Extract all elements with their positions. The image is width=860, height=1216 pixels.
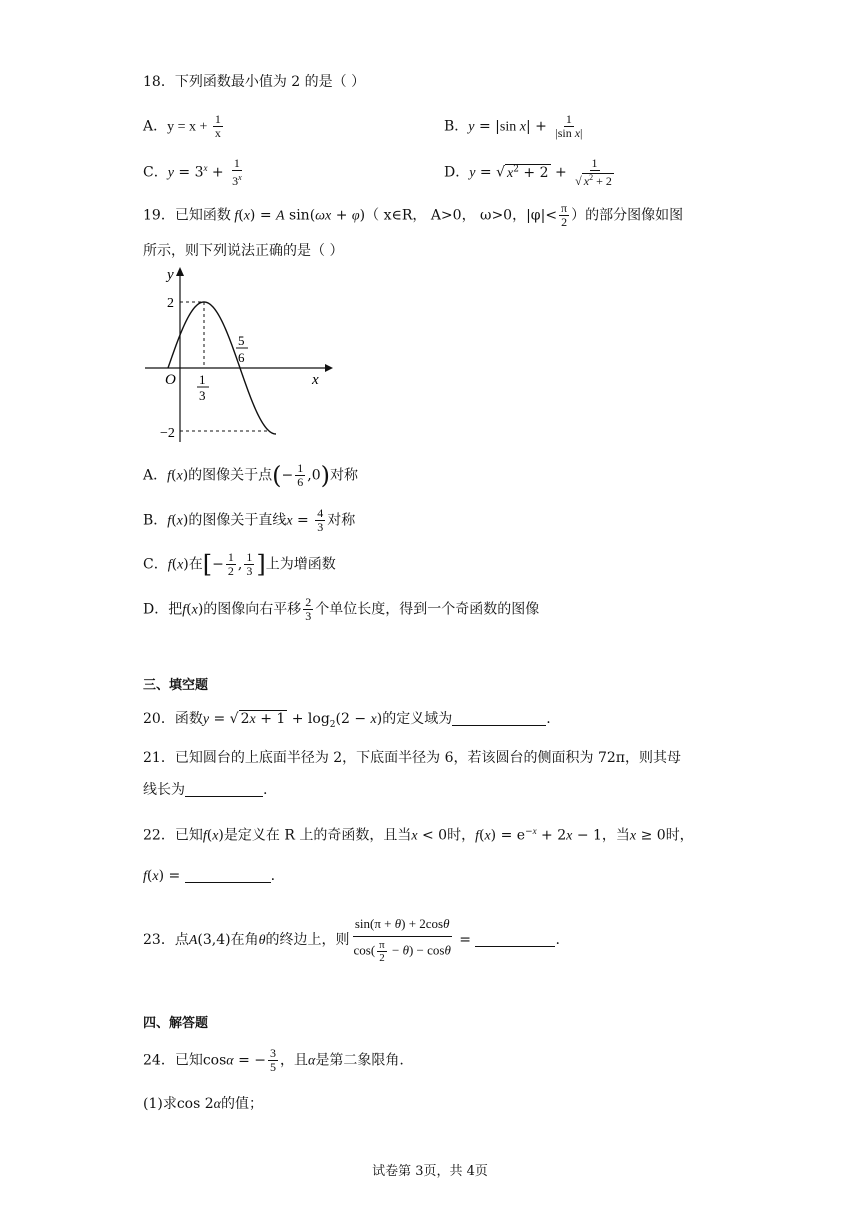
q21-line1: 21．已知圆台的上底面半径为 2，下底面半径为 6，若该圆台的侧面积为 72π，则其母 — [143, 750, 681, 766]
q18-option-a: A．y = x + $\frac{1}{x}$ — [143, 112, 221, 140]
tick2-num: 5 — [238, 333, 245, 348]
q24-sub1: (1)求cos 2α的值； — [143, 1096, 264, 1112]
section-4-heading: 四、解答题 — [143, 1016, 209, 1031]
tick1-den: 3 — [199, 388, 206, 403]
q19-stem-cont: 所示，则下列说法正确的是（ ） — [143, 243, 344, 259]
page-footer: 试卷第 3页，共 4页 — [372, 1164, 488, 1179]
q19-option-a: A．f(x)的图像关于点(− $\frac{1}{6}$ ,0)对称 — [143, 461, 359, 490]
y-max-label: 2 — [167, 296, 174, 311]
q19-option-c: C．f(x)在[− $\frac{1}{2}$ , $\frac{1}{3}$ ]上为增函数 — [143, 550, 336, 579]
q21-line2: 线长为 . — [143, 782, 268, 798]
q18-option-d: D．y = √ $x^2 + 2$ + $\frac{1}{√ x^2 + 2}$ — [444, 156, 612, 188]
origin-label: O — [165, 372, 176, 388]
q22-line2: f(x) = . — [143, 868, 276, 884]
y-axis-label: y — [167, 267, 174, 283]
q19-sine-graph — [140, 262, 340, 447]
q19-option-d: D．把f(x)的图像向右平移 $\frac{2}{3}$ 个单位长度，得到一个奇函数的图像 — [143, 595, 540, 623]
q19-stem: 19．已知函数 f(x) = A sin(ωx + φ)（ x∈R， A>0， ω>0，|φ|< $\frac{\pi}{2}$ ）的部分图像如图 — [143, 201, 684, 229]
q20: 20．函数y = √ $2x + 1 + \log_2(2 - x)$的定义域为 . — [143, 711, 551, 730]
y-min-label: −2 — [160, 426, 175, 441]
tick2-den: 6 — [238, 350, 245, 365]
q23: 23．点A(3,4)在角θ的终边上，则 sin(π + θ) + 2cosθ cos( $\frac{\pi}{2}$ − θ) − cosθ = . — [143, 916, 560, 964]
y-axis-arrow — [176, 267, 184, 276]
tick1-num: 1 — [199, 372, 206, 387]
section-3-heading: 三、填空题 — [143, 678, 209, 693]
q19-option-b: B．f(x)的图像关于直线x = $\frac{4}{3}$ 对称 — [143, 506, 356, 534]
x-axis-label: x — [312, 372, 319, 388]
q18-option-b: B．y = |sin x| + $\frac{1}{\text{|sin x|}}$ — [444, 112, 583, 140]
q22-line1: 22．已知f(x)是定义在 R 上的奇函数，且当x < 0时，$f(x) = e^{-x} + 2x - 1$，当x ≥ 0时， — [143, 826, 694, 844]
x-axis-arrow — [325, 364, 333, 372]
q24-stem: 24．已知cosα = − $\frac{3}{5}$ ，且α是第二象限角. — [143, 1046, 404, 1074]
q18-option-c: C．$y = 3^x$ + $\frac{1}{3^x}$ — [143, 156, 242, 188]
q18-stem: 18．下列函数最小值为 2 的是（ ） — [143, 74, 366, 90]
